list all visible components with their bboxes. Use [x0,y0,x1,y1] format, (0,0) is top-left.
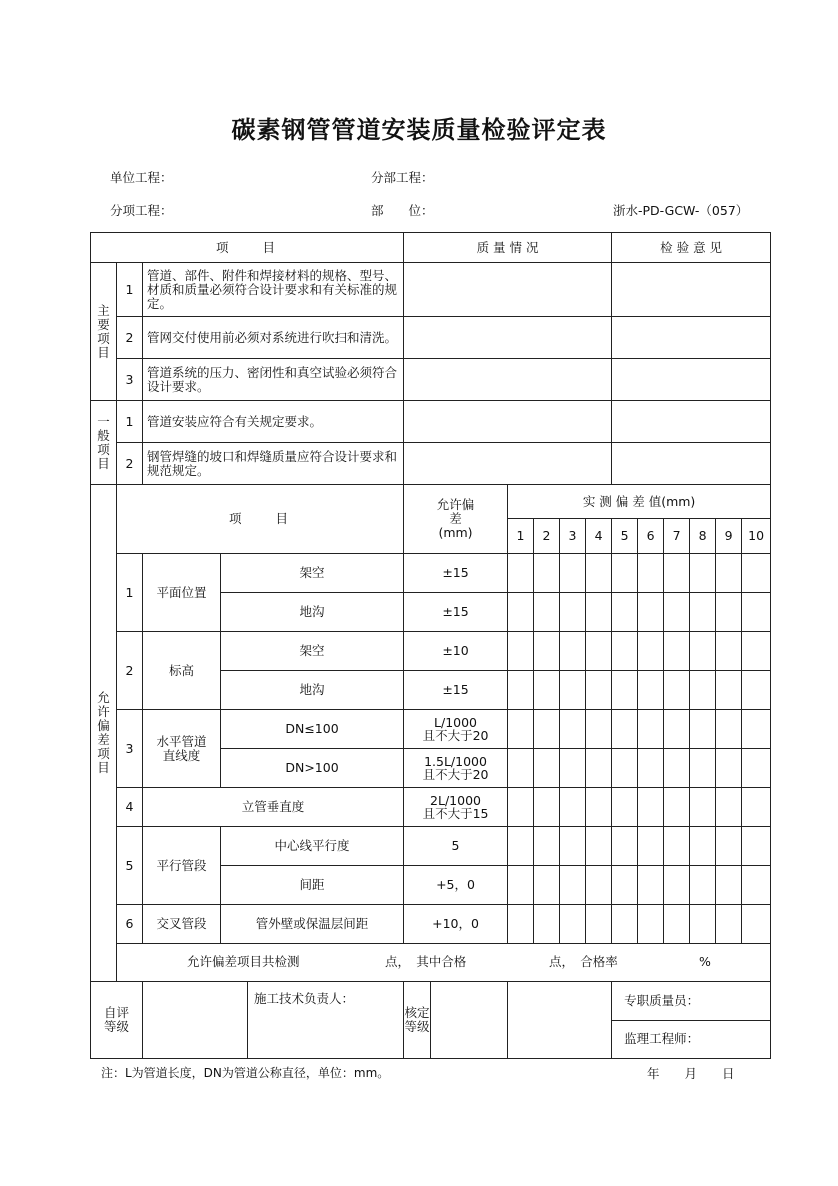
measure-cell[interactable] [638,593,664,632]
measure-cell[interactable] [534,554,560,593]
measure-cell[interactable] [664,593,690,632]
tolerance-sub-item: 地沟 [221,593,404,632]
measure-cell[interactable] [638,788,664,827]
measure-cell[interactable] [612,710,638,749]
measure-cell[interactable] [664,554,690,593]
measure-cell[interactable] [664,788,690,827]
tolerance-sub-item: 管外壁或保温层间距 [221,905,404,944]
verify-grade-label: 核定等级 [404,1005,430,1034]
measure-cell[interactable] [560,749,586,788]
tolerance-sub-item: DN≤100 [221,710,404,749]
measure-col-index: 4 [586,519,612,554]
measure-cell[interactable] [742,905,771,944]
measure-cell[interactable] [534,593,560,632]
form-code: 浙水-PD-GCW-（057） [613,203,749,218]
summary-cell [117,944,771,982]
self-grade-label: 自评等级 [91,982,143,1059]
measure-cell[interactable] [690,749,716,788]
measure-cell[interactable] [586,710,612,749]
measure-cell[interactable] [638,710,664,749]
opinion-column-header: 检 验 意 见 [612,233,771,263]
measure-cell[interactable] [742,827,771,866]
tolerance-value: 2L/1000 且不大于15 [404,788,508,827]
footnote: 注：L为管道长度，DN为管道公称直径，单位：mm。 [101,1066,390,1080]
location-label: 部 位： [371,203,434,218]
measure-cell[interactable] [742,554,771,593]
measure-cell[interactable] [742,749,771,788]
measure-cell[interactable] [664,710,690,749]
main-item-text: 管道、部件、附件和焊接材料的规格、型号、材质和质量必须符合设计要求和有关标准的规定。 [143,263,404,317]
measure-cell[interactable] [638,554,664,593]
measure-cell[interactable] [716,788,742,827]
item-column-header: 项 目 [91,233,404,263]
date-line: 年 月 日 [647,1066,735,1081]
opinion-cell[interactable] [612,359,771,401]
measure-cell[interactable] [586,593,612,632]
measure-cell[interactable] [742,866,771,905]
measure-cell[interactable] [638,827,664,866]
measure-cell[interactable] [638,749,664,788]
summary-pass-label: 点， 其中合格 [385,954,467,969]
measure-cell[interactable] [690,788,716,827]
measure-cell[interactable] [586,866,612,905]
measure-col-index: 7 [664,519,690,554]
opinion-cell[interactable] [612,263,771,317]
tolerance-sub-item: 地沟 [221,671,404,710]
measure-cell[interactable] [690,905,716,944]
measure-cell[interactable] [664,749,690,788]
page-title: 碳素钢管管道安装质量检验评定表 [231,116,607,144]
division-project-label: 分部工程： [371,170,434,185]
summary-rate-label: 点， 合格率 [549,954,618,969]
measure-cell[interactable] [612,827,638,866]
row-number: 2 [117,317,143,359]
measure-cell[interactable] [664,866,690,905]
measure-col-index: 3 [560,519,586,554]
tolerance-value: ±15 [404,593,508,632]
table-row [91,632,771,671]
measure-cell[interactable] [586,905,612,944]
measure-cell[interactable] [586,749,612,788]
table-row [91,788,771,827]
quality-cell[interactable] [404,443,612,485]
row-number: 2 [117,632,143,710]
measure-cell[interactable] [534,905,560,944]
tolerance-value: +10，0 [404,905,508,944]
summary-percent: % [699,954,711,969]
measure-cell[interactable] [508,710,534,749]
measure-cell[interactable] [716,749,742,788]
measure-cell[interactable] [534,632,560,671]
measure-cell[interactable] [508,827,534,866]
measure-cell[interactable] [638,905,664,944]
table-row [91,359,771,401]
main-item-text: 管道系统的压力、密闭性和真空试验必须符合设计要求。 [143,359,404,401]
opinion-cell[interactable] [612,317,771,359]
main-item-text: 管网交付使用前必须对系统进行吹扫和清洗。 [143,317,404,359]
tolerance-item-name: 标高 [143,632,221,710]
measured-header: 实 测 偏 差 值(mm) [508,485,771,519]
general-items-label: 一般项目 [91,401,117,485]
tolerance-value: ±15 [404,671,508,710]
measure-cell[interactable] [742,671,771,710]
verify-grade-value[interactable] [430,982,507,1058]
measure-cell[interactable] [612,554,638,593]
measure-cell[interactable] [560,866,586,905]
measure-cell[interactable] [664,671,690,710]
measure-cell[interactable] [586,554,612,593]
tech-lead-label: 施工技术负责人： [254,991,355,1006]
tolerance-value: L/1000 且不大于20 [404,710,508,749]
measure-cell[interactable] [534,827,560,866]
measure-cell[interactable] [612,593,638,632]
measure-cell[interactable] [560,788,586,827]
measure-cell[interactable] [716,593,742,632]
measure-cell[interactable] [690,671,716,710]
measure-col-index: 6 [638,519,664,554]
measure-cell[interactable] [534,710,560,749]
tolerance-sub-item: 间距 [221,866,404,905]
row-number: 1 [117,554,143,632]
table-row [91,554,771,593]
measure-cell[interactable] [508,749,534,788]
quality-cell[interactable] [404,401,612,443]
measure-cell[interactable] [560,632,586,671]
measure-cell[interactable] [690,554,716,593]
tolerance-value: ±10 [404,632,508,671]
measure-cell[interactable] [716,827,742,866]
tolerance-item-name: 水平管道直线度 [143,710,221,788]
measure-cell[interactable] [560,671,586,710]
opinion-cell[interactable] [612,401,771,443]
measure-cell[interactable] [586,788,612,827]
table-row [91,443,771,485]
allow-header: 允许偏差(mm) [404,485,508,554]
tolerance-item-name: 平面位置 [143,554,221,632]
measure-col-index: 10 [742,519,771,554]
measure-cell[interactable] [716,866,742,905]
measure-cell[interactable] [612,632,638,671]
tolerance-sub-item: 中心线平行度 [221,827,404,866]
measure-col-index: 2 [534,519,560,554]
measure-col-index: 1 [508,519,534,554]
measure-cell[interactable] [638,866,664,905]
row-number: 5 [117,827,143,905]
main-items-label: 主要项目 [91,263,117,401]
measure-col-index: 5 [612,519,638,554]
row-number: 6 [117,905,143,944]
measure-cell[interactable] [638,632,664,671]
table-row [91,827,771,866]
measure-cell[interactable] [508,632,534,671]
unit-project-label: 单位工程： [110,170,173,185]
measure-cell[interactable] [716,632,742,671]
measure-cell[interactable] [508,671,534,710]
tolerance-items-label: 允许偏差项目 [91,485,117,982]
measure-cell[interactable] [742,788,771,827]
tolerance-value: +5，0 [404,866,508,905]
row-number: 4 [117,788,143,827]
tolerance-item-header: 项 目 [117,485,404,554]
tolerance-item-name: 交叉管段 [143,905,221,944]
measure-cell[interactable] [560,710,586,749]
measure-cell[interactable] [690,866,716,905]
measure-cell[interactable] [664,632,690,671]
measure-cell[interactable] [508,905,534,944]
supervisor-label: 监理工程师： [612,1020,771,1059]
measure-col-index: 8 [690,519,716,554]
measure-cell[interactable] [638,671,664,710]
measure-cell[interactable] [586,827,612,866]
verify-grade-block [404,982,508,1059]
measure-cell[interactable] [716,710,742,749]
measure-cell[interactable] [612,866,638,905]
tolerance-value: 1.5L/1000 且不大于20 [404,749,508,788]
table-row [91,317,771,359]
measure-cell[interactable] [612,749,638,788]
tolerance-value: 5 [404,827,508,866]
measure-cell[interactable] [508,866,534,905]
inspection-table [90,232,771,1059]
measure-cell[interactable] [586,632,612,671]
measure-cell[interactable] [690,593,716,632]
quality-cell[interactable] [404,317,612,359]
quality-cell[interactable] [404,263,612,317]
row-number: 1 [117,263,143,317]
tolerance-sub-item: 架空 [221,632,404,671]
general-item-text: 钢管焊缝的坡口和焊缝质量应符合设计要求和规范规定。 [143,443,404,485]
measure-cell[interactable] [742,710,771,749]
measure-cell[interactable] [690,632,716,671]
measure-cell[interactable] [716,905,742,944]
row-number: 1 [117,401,143,443]
row-number: 3 [117,710,143,788]
measure-cell[interactable] [560,593,586,632]
general-item-text: 管道安装应符合有关规定要求。 [143,401,404,443]
self-grade-value[interactable] [143,982,404,1059]
measure-cell[interactable] [664,827,690,866]
measure-cell[interactable] [508,788,534,827]
tolerance-item-name: 立管垂直度 [143,788,404,827]
measure-cell[interactable] [560,554,586,593]
table-row [91,401,771,443]
measure-cell[interactable] [664,905,690,944]
measure-cell[interactable] [560,905,586,944]
opinion-cell[interactable] [612,443,771,485]
sub-project-label: 分项工程： [110,203,173,218]
measure-cell[interactable] [534,866,560,905]
measure-cell[interactable] [690,827,716,866]
quality-cell[interactable] [404,359,612,401]
measure-cell[interactable] [716,671,742,710]
measure-col-index: 9 [716,519,742,554]
tolerance-item-name: 平行管段 [143,827,221,905]
tolerance-value: ±15 [404,554,508,593]
measure-cell[interactable] [508,554,534,593]
measure-cell[interactable] [508,593,534,632]
measure-cell[interactable] [534,749,560,788]
table-header-row [91,233,771,263]
summary-row [91,944,771,982]
quality-column-header: 质 量 情 况 [404,233,612,263]
footer-row [91,982,771,1021]
quality-inspector-label: 专职质量员： [612,982,771,1021]
verify-grade-space[interactable] [508,982,612,1059]
table-row [91,710,771,749]
tolerance-sub-item: 架空 [221,554,404,593]
measure-cell[interactable] [742,632,771,671]
measure-cell[interactable] [534,671,560,710]
measure-cell[interactable] [612,905,638,944]
measure-cell[interactable] [690,710,716,749]
tolerance-header-row [91,485,771,519]
measure-cell[interactable] [742,593,771,632]
table-row [91,905,771,944]
measure-cell[interactable] [716,554,742,593]
summary-total-label: 允许偏差项目共检测 [187,954,300,969]
measure-cell[interactable] [612,671,638,710]
measure-cell[interactable] [560,827,586,866]
tolerance-sub-item: DN>100 [221,749,404,788]
row-number: 2 [117,443,143,485]
row-number: 3 [117,359,143,401]
measure-cell[interactable] [586,671,612,710]
measure-cell[interactable] [534,788,560,827]
measure-cell[interactable] [612,788,638,827]
table-row [91,263,771,317]
